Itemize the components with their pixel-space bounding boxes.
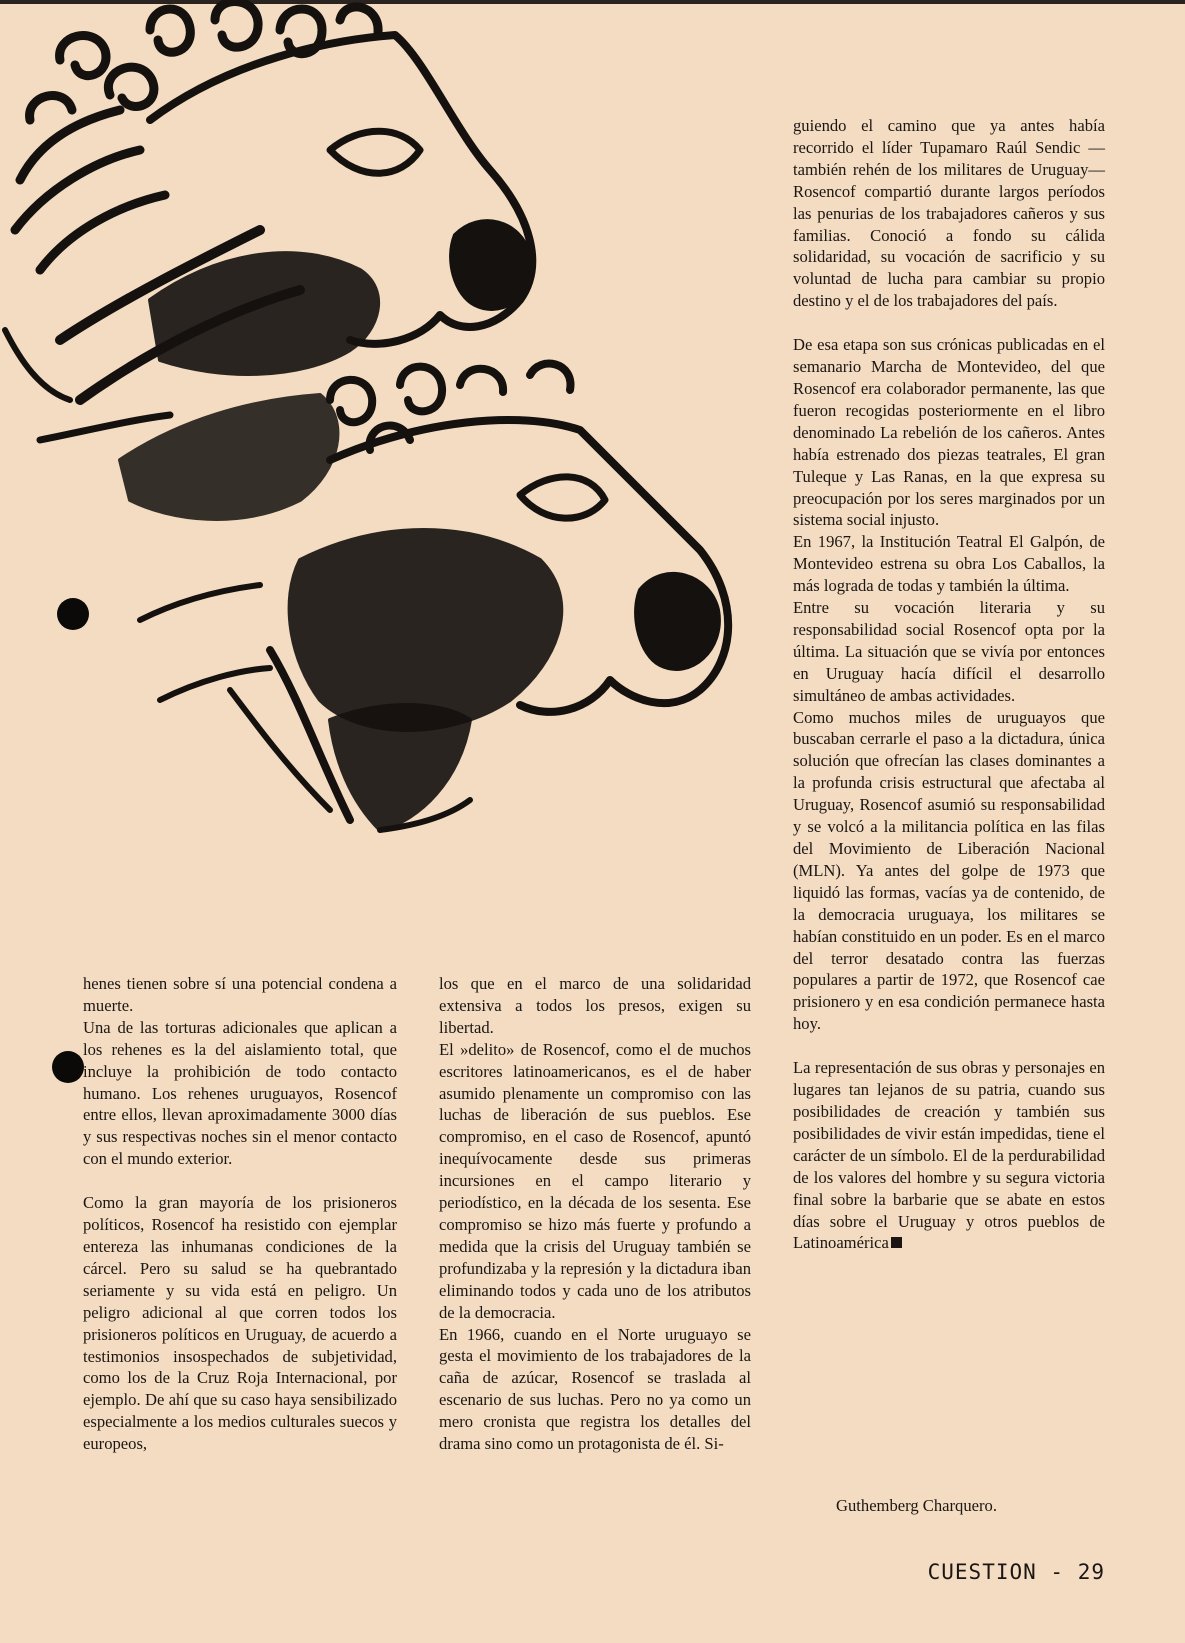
- paragraph: En 1966, cuando en el Norte uruguayo se gesta el movimiento de los trabajadores de la caña de azúcar, Rosencof se traslada al escenario de sus luchas. Pero no ya como un mero cronista que registra los detalles del drama sino como un protagonista de él. Si-: [439, 1324, 751, 1454]
- paragraph: henes tienen sobre sí una potencial condena a muerte.: [83, 974, 397, 1015]
- paragraph: De esa etapa son sus crónicas publicadas en el semanario Marcha de Montevideo, del que Rosencof era colaborador permanente, las que fueron recogidas posteriormente en el libro denominado La rebelión de los cañeros. Antes había estrenado dos piezas teatrales, El gran Tuleque y Las Ranas, en la que expresa su preocupación por los seres marginados por un sistema social injusto.: [793, 335, 1105, 530]
- paragraph: Una de las torturas adicionales que aplican a los rehenes es la del aislamiento total, que incluye la prohibición de todo contacto humano. Los rehenes uruguayos, Rosencof entre ellos, llevan aproximadamente 3000 días y sus respectivas noches sin el menor contacto con el mundo exterior.: [83, 1017, 397, 1169]
- paragraph: Como muchos miles de uruguayos que buscaban cerrarle el paso a la dictadura, única solución que ofrecían las clases dominantes a la profunda crisis estructural que afectaba al Uruguay, Rosencof asumió su responsabilidad y se volcó a la militancia política en las filas del Movimiento de Liberación Nacional (MLN). Ya antes del golpe de 1973 que liquidó las formas, vacías ya de contenido, de la democracia uruguaya, los militares se habían constituido en un poder. Es en el marco del terror desatado contra las fuerzas populares a partir de 1972, que Rosencof cae prisionero y en esa condición permanece hasta hoy.: [793, 707, 1105, 1034]
- paragraph: los que en el marco de una solidaridad extensiva a todos los presos, exigen su libertad.: [439, 974, 751, 1037]
- paragraph: Como la gran mayoría de los prisioneros políticos, Rosencof ha resistido con ejemplar entereza las inhumanas condiciones de la cárcel. Pero su salud se ha quebrantado seriamente y su vida está en peligro. Un peligro adicional al que corren todos los prisioneros políticos en Uruguay, de acuerdo a testimonios insospechados de subjetividad, como los de la Cruz Roja Internacional, por ejemplo. De ahí que su caso haya sensibilizado especialmente a los medios culturales suecos y europeos,: [83, 1193, 397, 1454]
- horse-heads-illustration: [0, 0, 780, 880]
- binder-hole-lower: [52, 1051, 84, 1083]
- binder-hole-upper: [57, 598, 89, 630]
- closing-paragraph-text: La representación de sus obras y personajes en lugares tan lejanos de su patria, cuando sus posibilidades de creación y también sus posibilidades de vivir están impedidas, tiene el carácter de un símbolo. El de la perdurabilidad de los valores del hombre y su segura victoria final sobre la barbarie que se abate en estos días sobre el Uruguay y otros pueblos de Latinoamérica: [793, 1058, 1105, 1253]
- article-column-middle: [439, 973, 751, 1455]
- end-mark-icon: [891, 1237, 902, 1248]
- paragraph: En 1967, la Institución Teatral El Galpón, de Montevideo estrena su obra Los Caballos, la más lograda de todas y también la última.: [793, 532, 1105, 596]
- author-signature: Guthemberg Charquero.: [836, 1496, 997, 1515]
- paragraph: guiendo el camino que ya antes había recorrido el líder Tupamaro Raúl Sendic —también rehén de los militares de Uruguay— Rosencof compartió durante largos períodos las penurias de los trabajadores cañeros y sus familias. Conoció a fondo su cálida solidaridad, su vocación de sacrificio y su voluntad de lucha para cambiar su propio destino y el de los trabajadores del país.: [793, 116, 1105, 311]
- article-column-left: [83, 973, 397, 1455]
- article-column-right: [793, 115, 1105, 1254]
- paragraph: El »delito» de Rosencof, como el de muchos escritores latinoamericanos, es el de haber asumido plenamente un compromiso con las luchas de liberación de sus pueblos. Ese compromiso, en el caso de Rosencof, apuntó inequívocamente desde sus primeras incursiones en el campo literario y periodístico, en la década de los sesenta. Ese compromiso se hizo más fuerte y profundo a medida que la crisis del Uruguay también se profundizaba y la represión y la dictadura iban eliminando todos y cada uno de los atributos de la democracia.: [439, 1039, 751, 1322]
- closing-paragraph: [793, 1057, 1105, 1254]
- page-footer: CUESTION - 29: [927, 1560, 1105, 1584]
- paragraph: Entre su vocación literaria y su responsabilidad social Rosencof opta por la última. La situación que se vivía por entonces en Uruguay hacía difícil el desarrollo simultáneo de ambas actividades.: [793, 598, 1105, 705]
